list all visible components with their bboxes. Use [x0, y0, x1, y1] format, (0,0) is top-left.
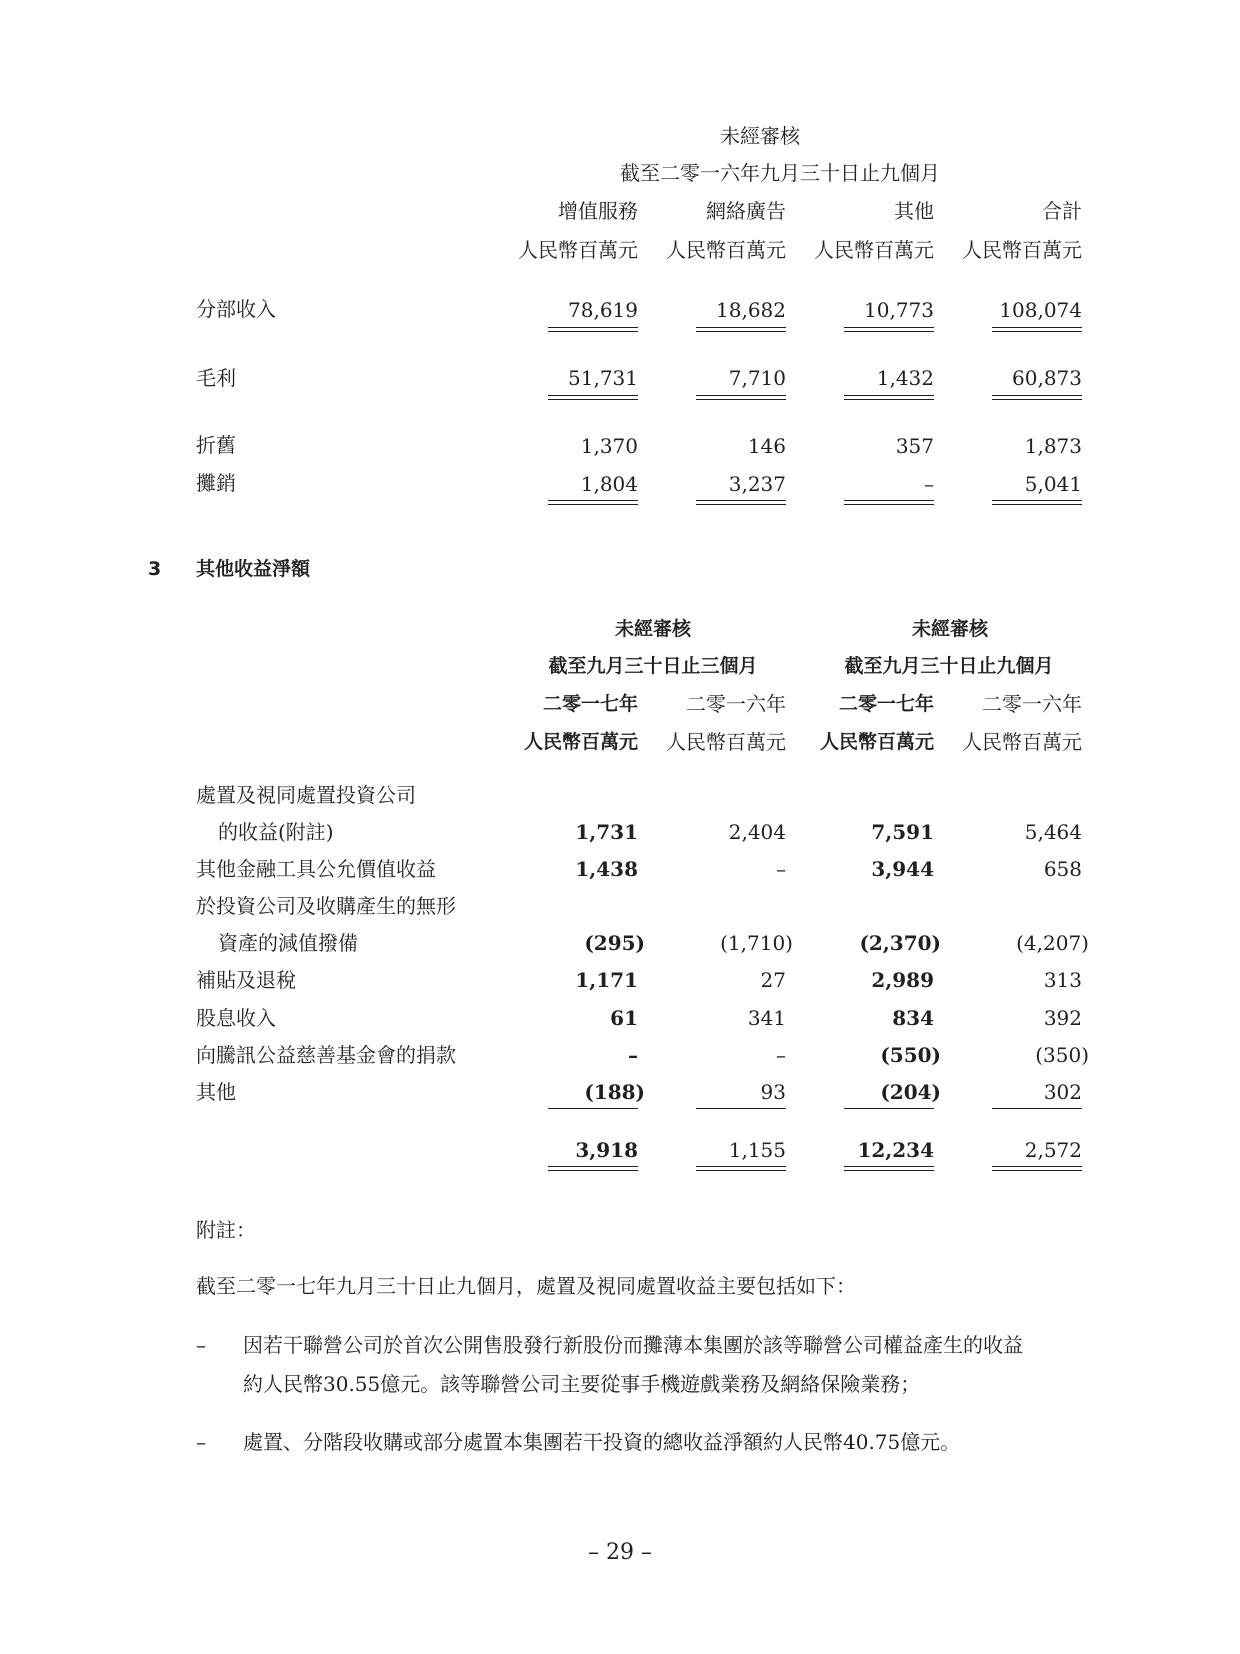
cell-value: (204)	[880, 1080, 941, 1104]
unit-header: 人民幣百萬元	[962, 730, 1082, 754]
col-header-vas: 增值服務	[558, 199, 638, 223]
cell-value: –	[628, 1043, 638, 1067]
cell-value: 51,731	[568, 366, 638, 390]
row-label-continued: 的收益(附註)	[218, 820, 334, 844]
row-label: 向騰訊公益慈善基金會的捐款	[196, 1043, 456, 1067]
year-header-2016: 二零一六年	[686, 692, 786, 716]
col-header-others: 其他	[894, 199, 934, 223]
col-header-online-ads: 網絡廣告	[706, 199, 786, 223]
period-header-9m: 截至九月三十日止九個月	[844, 655, 1054, 677]
row-label: 處置及視同處置投資公司	[196, 783, 416, 807]
year-header-2017: 二零一七年	[838, 693, 934, 715]
double-underline	[696, 1166, 786, 1171]
single-underline	[844, 1108, 934, 1109]
cell-value: 27	[760, 968, 786, 992]
cell-value: 5,041	[1024, 472, 1082, 496]
notes-intro: 截至二零一七年九月三十日止九個月，處置及視同處置收益主要包括如下：	[196, 1274, 856, 1298]
cell-value: 313	[1043, 968, 1082, 992]
single-underline	[548, 1108, 638, 1109]
row-label-segment-revenue: 分部收入	[196, 297, 276, 321]
single-underline	[696, 1108, 786, 1109]
unit-header: 人民幣百萬元	[962, 238, 1082, 262]
double-underline	[548, 395, 638, 400]
cell-value: 1,171	[575, 968, 638, 992]
cell-value: 93	[760, 1080, 786, 1104]
double-underline	[696, 395, 786, 400]
cell-value: 2,404	[728, 820, 786, 844]
cell-value: 341	[747, 1006, 786, 1030]
col-header-total: 合計	[1042, 199, 1082, 223]
cell-value: (4,207)	[1016, 931, 1089, 955]
cell-value: 10,773	[864, 298, 934, 322]
bullet-1-line-2: 約人民幣30.55億元。該等聯營公司主要從事手機遊戲業務及網絡保險業務；	[243, 1372, 921, 1396]
cell-value: (350)	[1035, 1043, 1089, 1067]
double-underline	[696, 500, 786, 505]
double-underline	[992, 1166, 1082, 1171]
cell-value: 3,237	[728, 472, 786, 496]
cell-value: (550)	[880, 1043, 941, 1067]
total-value: 1,155	[728, 1138, 786, 1162]
cell-value: 1,804	[580, 472, 638, 496]
cell-value: 146	[747, 434, 786, 458]
cell-value: 1,873	[1024, 434, 1082, 458]
double-underline	[548, 500, 638, 505]
cell-value: 357	[895, 434, 934, 458]
row-label: 其他金融工具公允價值收益	[196, 857, 436, 881]
cell-value: 108,074	[999, 298, 1082, 322]
unit-header: 人民幣百萬元	[819, 731, 934, 753]
bullet-dash: –	[196, 1430, 206, 1454]
cell-value: 7,710	[728, 366, 786, 390]
period-header-3m: 截至九月三十日止三個月	[548, 655, 758, 677]
unit-header: 人民幣百萬元	[666, 238, 786, 262]
segment-audit-header: 未經審核	[720, 124, 800, 148]
cell-value: 3,944	[871, 857, 934, 881]
cell-value: 2,989	[871, 968, 934, 992]
double-underline	[844, 1166, 934, 1171]
audit-header-3m: 未經審核	[614, 618, 691, 640]
year-header-2016: 二零一六年	[982, 692, 1082, 716]
unit-header: 人民幣百萬元	[814, 238, 934, 262]
unit-header: 人民幣百萬元	[523, 731, 638, 753]
row-label-amortisation: 攤銷	[196, 471, 236, 495]
unit-header: 人民幣百萬元	[518, 238, 638, 262]
double-underline	[548, 327, 638, 332]
double-underline	[844, 327, 934, 332]
cell-value: 60,873	[1012, 366, 1082, 390]
section-number: 3	[148, 558, 162, 580]
row-label: 股息收入	[196, 1006, 276, 1030]
row-label-continued: 資產的減值撥備	[218, 931, 358, 955]
cell-value: 18,682	[716, 298, 786, 322]
single-underline	[992, 1108, 1082, 1109]
total-value: 3,918	[575, 1138, 638, 1162]
unit-header: 人民幣百萬元	[666, 730, 786, 754]
row-label: 補貼及退稅	[196, 968, 296, 992]
cell-value: –	[776, 857, 786, 881]
cell-value: 7,591	[871, 820, 934, 844]
cell-value: 392	[1043, 1006, 1082, 1030]
cell-value: 5,464	[1024, 820, 1082, 844]
cell-value: 1,370	[580, 434, 638, 458]
page-number: – 29 –	[588, 1540, 652, 1565]
bullet-dash: –	[196, 1333, 206, 1357]
bullet-1-line-1: 因若干聯營公司於首次公開售股發行新股份而攤薄本集團於該等聯營公司權益產生的收益	[243, 1333, 1023, 1357]
double-underline	[696, 327, 786, 332]
segment-period-header: 截至二零一六年九月三十日止九個月	[620, 161, 940, 185]
total-value: 12,234	[857, 1138, 934, 1162]
double-underline	[992, 395, 1082, 400]
cell-value: 78,619	[568, 298, 638, 322]
audit-header-9m: 未經審核	[911, 618, 988, 640]
year-header-2017: 二零一七年	[542, 693, 638, 715]
row-label-gross-profit: 毛利	[196, 366, 236, 390]
bullet-2: 處置、分階段收購或部分處置本集團若干投資的總收益淨額約人民幣40.75億元。	[243, 1430, 961, 1454]
cell-value: 1,438	[575, 857, 638, 881]
row-label-depreciation: 折舊	[196, 433, 236, 457]
total-value: 2,572	[1024, 1138, 1082, 1162]
row-label: 於投資公司及收購產生的無形	[196, 894, 456, 918]
cell-value: 658	[1043, 857, 1082, 881]
cell-value: (1,710)	[720, 931, 793, 955]
double-underline	[992, 500, 1082, 505]
cell-value: –	[776, 1043, 786, 1067]
cell-value: (188)	[584, 1080, 645, 1104]
cell-value: –	[924, 472, 934, 496]
cell-value: (295)	[584, 931, 645, 955]
cell-value: 302	[1043, 1080, 1082, 1104]
double-underline	[548, 1166, 638, 1171]
cell-value: 61	[610, 1006, 638, 1030]
cell-value: 1,432	[876, 366, 934, 390]
section-title: 其他收益淨額	[196, 558, 311, 580]
double-underline	[844, 500, 934, 505]
double-underline	[844, 395, 934, 400]
double-underline	[992, 327, 1082, 332]
row-label: 其他	[196, 1080, 236, 1104]
notes-heading: 附註：	[196, 1218, 256, 1242]
cell-value: 1,731	[575, 820, 638, 844]
cell-value: (2,370)	[859, 931, 941, 955]
cell-value: 834	[892, 1006, 934, 1030]
